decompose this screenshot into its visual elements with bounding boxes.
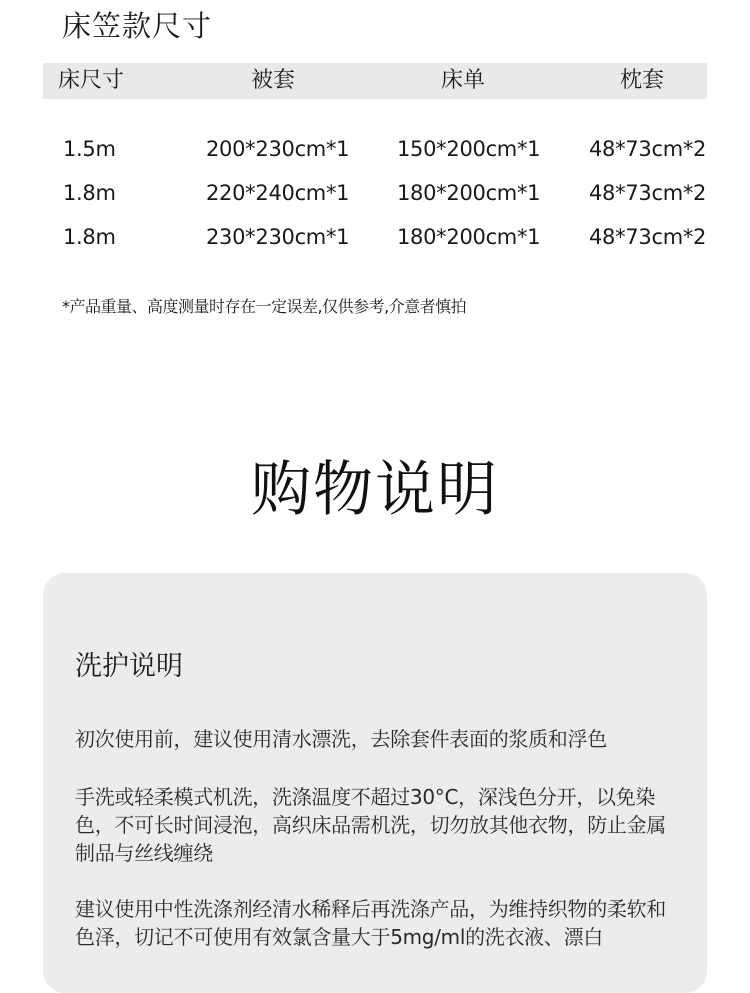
header-pillowcase: 枕套 — [620, 68, 665, 93]
cell-bed-sheet: 150*200cm*1 — [397, 137, 541, 161]
care-paragraph: 手洗或轻柔模式机洗，洗涤温度不超过30°C，深浅色分开，以免染色，不可长时间浸泡，高织床品需机洗，切勿放其他衣物，防止金属制品与丝线缠绕 — [75, 785, 666, 865]
cell-bed-sheet: 180*200cm*1 — [397, 225, 541, 249]
shopping-guide-title: 购物说明 — [251, 455, 499, 525]
cell-pillowcase: 48*73cm*2 — [589, 137, 707, 161]
header-bed-size: 床尺寸 — [58, 68, 125, 93]
cell-bed-size: 1.8m — [63, 181, 116, 205]
measurement-footnote: *产品重量、高度测量时存在一定误差,仅供参考,介意者慎拍 — [62, 297, 467, 316]
care-paragraph: 初次使用前，建议使用清水漂洗，去除套件表面的浆质和浮色 — [75, 727, 607, 751]
table-row — [0, 178, 750, 208]
care-paragraph: 建议使用中性洗涤剂经清水稀释后再洗涤产品，为维持织物的柔软和色泽，切记不可使用有效氯含量大于5mg/ml的洗衣液、漂白 — [75, 897, 666, 949]
care-heading: 洗护说明 — [75, 651, 183, 682]
cell-duvet-cover: 200*230cm*1 — [206, 137, 350, 161]
cell-duvet-cover: 230*230cm*1 — [206, 225, 350, 249]
header-bed-sheet: 床单 — [441, 68, 486, 93]
cell-pillowcase: 48*73cm*2 — [589, 181, 707, 205]
care-instructions-card — [43, 573, 707, 993]
cell-bed-size: 1.8m — [63, 225, 116, 249]
table-row — [0, 134, 750, 164]
cell-bed-size: 1.5m — [63, 137, 116, 161]
cell-duvet-cover: 220*240cm*1 — [206, 181, 350, 205]
size-section-title: 床笠款尺寸 — [62, 9, 213, 43]
header-duvet-cover: 被套 — [251, 68, 296, 93]
table-row — [0, 222, 750, 252]
cell-pillowcase: 48*73cm*2 — [589, 225, 707, 249]
cell-bed-sheet: 180*200cm*1 — [397, 181, 541, 205]
size-table-header — [43, 63, 707, 99]
